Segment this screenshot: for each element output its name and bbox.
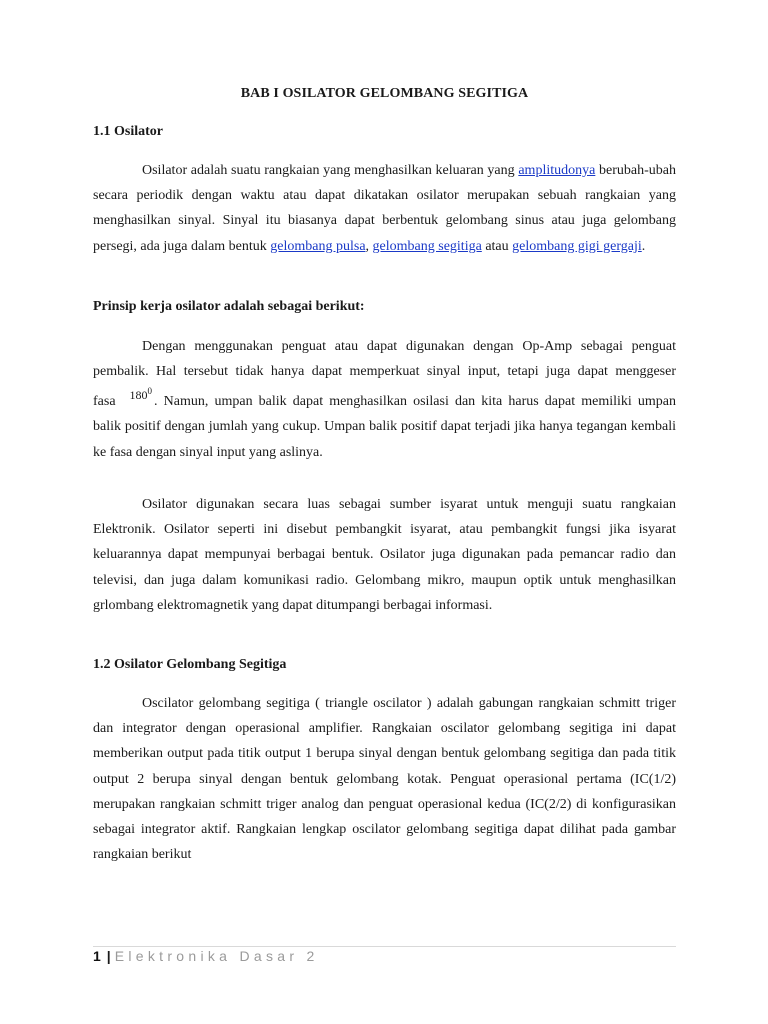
link-gelombang-gigi-gergaji[interactable]: gelombang gigi gergaji — [512, 238, 642, 254]
phase-shift-math — [129, 385, 153, 402]
text-run: . — [641, 238, 646, 254]
paragraph-osilator-usage: Osilator digunakan secara luas sebagai sumber isyarat untuk menguji suatu rangkaian Elektronik. Osilator seperti ini disebut pembangkit isyarat, atau pembangkit fungsi jika isyarat keluarannya dapat mempunyai berbagai bentuk. Osilator juga digunakan pada pemancar radio dan televisi, dan juga dalam komunikasi radio. Gelombang mikro, maupun optik untuk menghasilkan grlombang elektromagnetik yang dapat ditumpangi berbagai informasi. — [93, 497, 676, 613]
section-heading-1-2: 1.2 Osilator Gelombang Segitiga — [93, 657, 287, 672]
page-footer — [93, 948, 319, 964]
paragraph-triangle-oscillator: Oscilator gelombang segitiga ( triangle oscilator ) adalah gabungan rangkaian schmitt triger dan integrator dengan operasional amplifier. Rangkaian oscilator gelombang segitiga ini dapat memberikan output pada titik output 1 berupa sinyal dengan bentuk gelombang segitiga dan pada titik output 2 berupa sinyal dengan bentuk gelombang kotak. Penguat operasional pertama (IC(1/2) merupakan rangkaian schmitt triger analog dan penguat operasional kedua (IC(2/2) di konfigurasikan sebagai integrator aktif. Rangkaian lengkap oscilator gelombang segitiga dapat dilihat pada gambar rangkaian berikut — [93, 696, 676, 863]
paragraph-osilator-definition — [93, 158, 676, 259]
footer-separator: | — [106, 948, 111, 964]
math-base: 180 — [129, 387, 148, 402]
math-superscript: 0 — [147, 385, 153, 396]
text-run: Osilator adalah suatu rangkaian yang menghasilkan keluaran yang — [142, 163, 519, 178]
section-heading-1-1: 1.1 Osilator — [93, 124, 163, 139]
footer-label: Elektronika Dasar 2 — [114, 948, 319, 964]
link-gelombang-pulsa[interactable]: gelombang pulsa — [270, 238, 366, 254]
link-amplitudonya[interactable]: amplitudonya — [518, 163, 596, 178]
paragraph-principle — [93, 334, 676, 465]
principle-heading: Prinsip kerja osilator adalah sebagai berikut: — [93, 299, 365, 314]
text-run: atau — [481, 238, 513, 254]
text-run: Dengan menggunakan penguat atau dapat digunakan dengan Op-Amp sebagai penguat pembalik. Hal tersebut tidak hanya dapat memperkuat sinyal input, tetapi juga dapat menggeser fasa — [93, 339, 676, 409]
text-run: berubah-ubah secara periodik dengan waktu atau dapat dikatakan osilator merupakan sebuah rangkaian yang menghasilkan sinyal. Sinyal itu biasanya dapat berbentuk gelombang sinus atau juga gelombang persegi, ada juga dalam bentuk — [93, 163, 677, 254]
page-number: 1 — [93, 948, 101, 964]
footer-divider — [93, 946, 676, 947]
text-run: , — [365, 238, 373, 254]
link-gelombang-segitiga[interactable]: gelombang segitiga — [372, 238, 482, 254]
chapter-title: BAB I OSILATOR GELOMBANG SEGITIGA — [240, 86, 529, 101]
text-run: . Namun, umpan balik dapat menghasilkan osilasi dan kita harus dapat memiliki umpan balik positif dengan jumlah yang cukup. Umpan balik positif dapat terjadi jika hanya tegangan kembali ke fasa dengan sinyal input yang aslinya. — [93, 393, 676, 460]
